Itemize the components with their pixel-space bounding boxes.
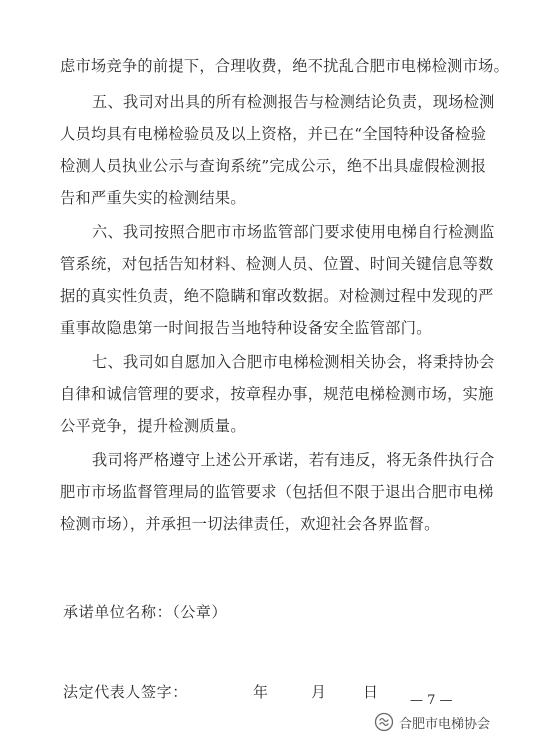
text-line: 七、我司如自愿加入合肥市电梯检测相关协会，将秉持协会 (92, 353, 495, 371)
text-line: 自律和诚信管理的要求，按章程办事，规范电梯检测市场，实施 (60, 385, 494, 403)
text-line: 五、我司对出具的所有检测报告与检测结论负责，现场检测 (92, 93, 495, 111)
text-line: 公平竞争，提升检测质量。 (60, 417, 246, 435)
text-line: 管系统，对包括告知材料、检测人员、位置、时间关键信息等数 (60, 255, 494, 273)
text-line: 检测人员执业公示与查询系统”完成公示，绝不出具虚假检测报 (60, 157, 487, 175)
legal-rep-signature-label: 法定代表人签字： (63, 683, 188, 701)
text-line: 虑市场竞争的前提下，合理收费，绝不扰乱合肥市电梯检测市场。 (60, 57, 510, 75)
text-line: 我司将严格遵守上述公开承诺，若有违反，将无条件执行合 (92, 451, 495, 469)
text-line: 告和严重失实的检测结果。 (60, 189, 246, 207)
text-line: 重事故隐患第一时间报告当地特种设备安全监管部门。 (60, 319, 432, 337)
watermark (374, 711, 490, 733)
wechat-channel-icon (374, 712, 394, 732)
text-line: 六、我司按照合肥市市场监管部门要求使用电梯自行检测监 (92, 223, 495, 241)
page-number: — 7 — (410, 693, 453, 708)
watermark-text: 合肥市电梯协会 (399, 716, 491, 732)
date-month-label: 月 (311, 683, 327, 701)
text-line: 肥市市场监督管理局的监管要求（包括但不限于退出合肥市电梯 (60, 483, 494, 501)
text-line: 人员均具有电梯检验员及以上资格，并已在“全国特种设备检验 (60, 125, 487, 143)
unit-name-label: 承诺单位名称：（公章） (63, 603, 228, 621)
date-day-label: 日 (363, 683, 379, 701)
text-line: 据的真实性负责，绝不隐瞒和窜改数据。对检测过程中发现的严 (60, 287, 494, 305)
date-year-label: 年 (253, 683, 269, 701)
text-line: 检测市场），并承担一切法律责任，欢迎社会各界监督。 (60, 515, 440, 533)
